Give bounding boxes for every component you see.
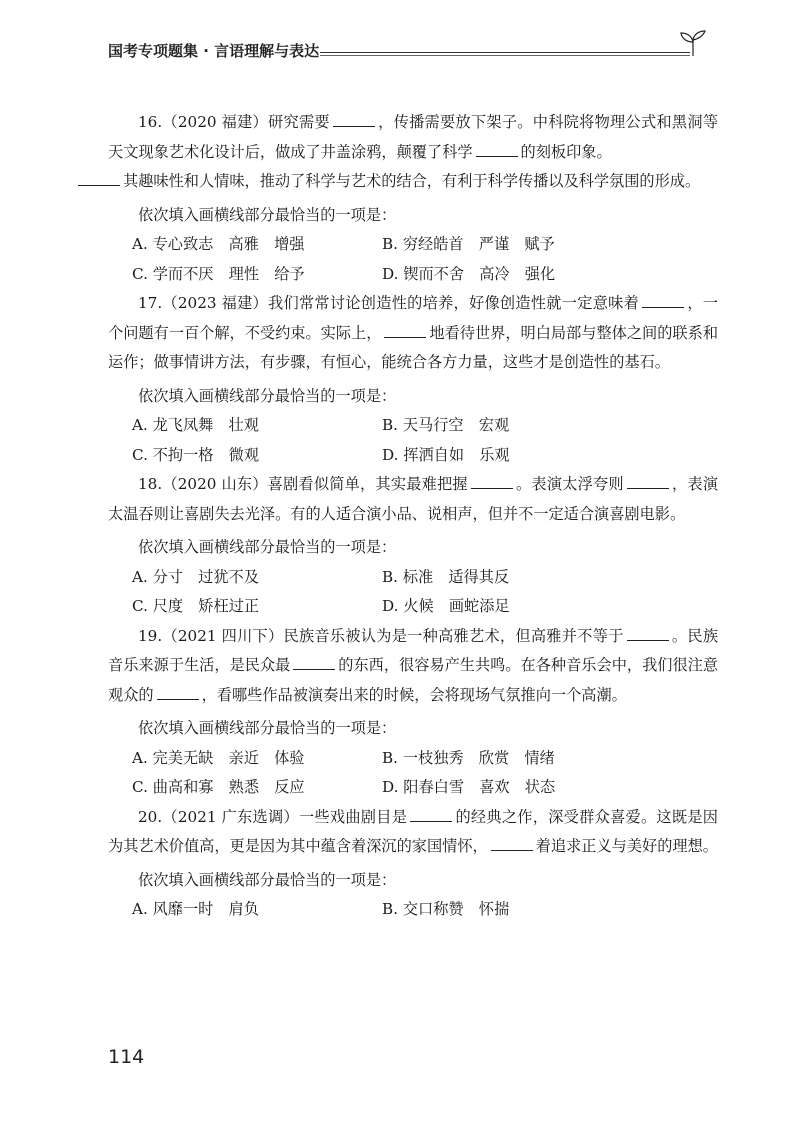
question-16 (108, 108, 718, 289)
question-stem: 16.（2020 福建）研究需要 ，传播需要放下架子。中科院将物理公式和黑洞等天文现象艺术化设计后，做成了井盖涂鸦，颠覆了科学 的刻板印象。 其趣味性和人情味，推动了科学与艺术的结合，有利于科学传播以及科学氛围的形成。 (108, 108, 718, 197)
question-18 (108, 470, 718, 622)
option-d: D. 锲而不舍 高冷 强化 (382, 264, 556, 283)
answer-blank (333, 112, 375, 127)
question-prompt: 依次填入画横线部分最恰当的一项是： (138, 205, 397, 224)
option-a: A. 龙飞凤舞 壮观 (132, 416, 259, 434)
option-c: C. 曲高和寡 熟悉 反应 (132, 778, 305, 796)
header-rule (320, 52, 690, 53)
option-b: B. 交口称赞 怀揣 (382, 900, 510, 918)
question-stem: 17.（2023 福建）我们常常讨论创造性的培养，好像创造性就一定意味着 ，一个问题有一百个解，不受约束。实际上， 地看待世界，明白局部与整体之间的联系和运作；做事情讲方法，有步骤，有恒心，能统合各方力量，这些才是创造性的基石。 (108, 294, 719, 371)
answer-blank (476, 142, 518, 157)
question-prompt: 依次填入画横线部分最恰当的一项是： (138, 386, 397, 405)
question-prompt: 依次填入画横线部分最恰当的一项是： (138, 870, 397, 889)
question-19 (108, 622, 718, 803)
question-17 (108, 289, 718, 470)
answer-blank (410, 807, 452, 822)
option-c: C. 学而不厌 理性 给予 (132, 264, 305, 283)
question-stem: 20.（2021 广东选调）一些戏曲剧目是 的经典之作，深受群众喜爱。这既是因为其艺术价值高，更是因为其中蕴含着深沉的家国情怀， 着追求正义与美好的理想。 (108, 807, 718, 855)
question-20 (108, 803, 718, 925)
option-list (132, 895, 718, 925)
answer-blank (471, 474, 513, 489)
page-header (108, 36, 708, 64)
question-stem: 19.（2021 四川下）民族音乐被认为是一种高雅艺术，但高雅并不等于 。民族音乐来源于生活，是民众最 的东西，很容易产生共鸣。在各种音乐会中，我们很注意观众的 ，看哪些作品被演奏出来的时候，会将现场气氛推向一个高潮。 (108, 626, 719, 704)
answer-blank (157, 685, 199, 700)
option-d: D. 火候 画蛇添足 (382, 597, 510, 615)
option-b: B. 天马行空 宏观 (382, 416, 510, 434)
option-b: B. 穷经皓首 严谨 赋予 (382, 235, 555, 253)
header-title: 国考专项题集 · 言语理解与表达 (108, 42, 320, 60)
option-b: B. 一枝独秀 欣赏 情绪 (382, 748, 555, 767)
question-prompt: 依次填入画横线部分最恰当的一项是： (138, 719, 397, 737)
option-c: C. 尺度 矫枉过正 (132, 597, 260, 615)
option-c: C. 不拘一格 微观 (132, 445, 260, 464)
option-d: D. 挥洒自如 乐观 (382, 445, 510, 464)
option-d: D. 阳春白雪 喜欢 状态 (382, 778, 556, 796)
option-list (132, 230, 718, 289)
option-a: A. 分寸 过犹不及 (132, 567, 259, 586)
answer-blank (78, 171, 120, 186)
answer-blank (491, 836, 533, 851)
option-list (132, 411, 718, 470)
sprout-icon (676, 30, 710, 58)
question-prompt: 依次填入画横线部分最恰当的一项是： (138, 538, 397, 556)
option-b: B. 标准 适得其反 (382, 567, 510, 586)
option-a: A. 风靡一时 肩负 (132, 900, 259, 918)
option-list (132, 563, 718, 622)
option-a: A. 专心致志 高雅 增强 (132, 235, 305, 253)
question-list (108, 108, 718, 925)
answer-blank (627, 474, 669, 489)
answer-blank (627, 626, 669, 641)
option-a: A. 完美无缺 亲近 体验 (132, 748, 305, 767)
answer-blank (384, 323, 426, 338)
answer-blank (293, 655, 335, 670)
answer-blank (642, 293, 684, 308)
question-stem: 18.（2020 山东）喜剧看似简单，其实最难把握 。表演太浮夸则 ，表演太温吞则让喜剧失去光泽。有的人适合演小品、说相声，但并不一定适合演喜剧电影。 (108, 475, 719, 523)
page-number: 114 (108, 1046, 145, 1068)
header-rule-thin (320, 55, 690, 56)
option-list (132, 744, 718, 803)
